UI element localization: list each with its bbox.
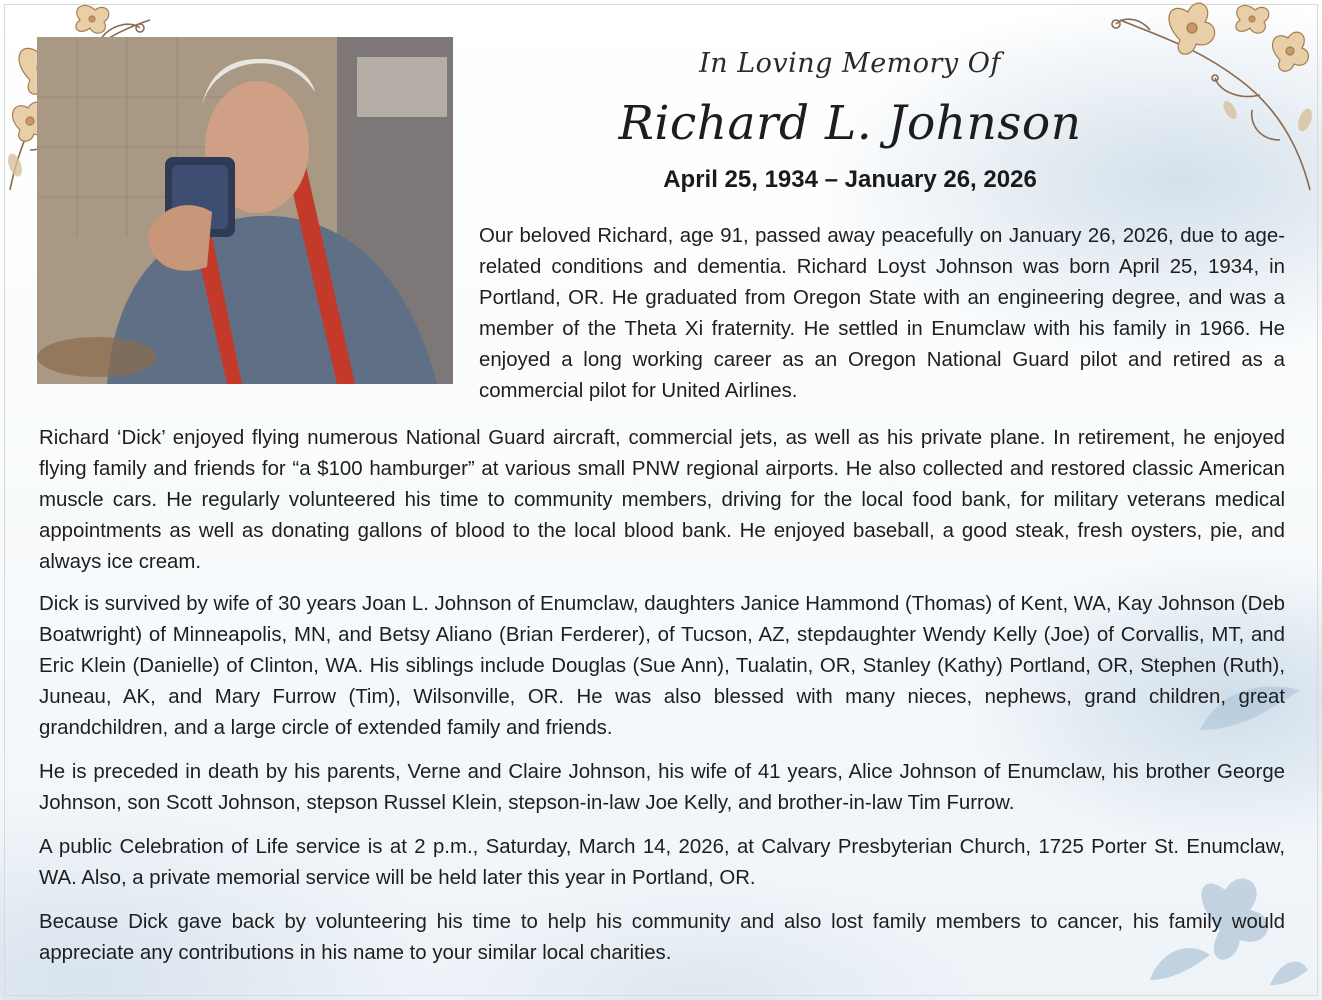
obituary-paragraph-3: Dick is survived by wife of 30 years Joan L. Johnson of Enumclaw, daughters Janice Hammond (Thomas) of Kent, WA, Kay Johnson (Deb Boatwright) of Minneapolis, MN, and Betsy Aliano (Brian Ferderer), of Tucson, AZ, stepdaughter Wendy Kelly (Joe) of Corvallis, MT, and Eric Klein (Danielle) of Clinton, WA. His siblings include Douglas (Sue Ann), Tualatin, OR, Stanley (Kathy) Portland, OR, Stephen (Ruth), Juneau, AK, and Mary Furrow (Tim), Wilsonville, OR. He was also blessed with many nieces, nephews, grand children, great grandchildren, and a large circle of extended family and friends. <box>39 593 1285 739</box>
obituary-paragraph-1: Our beloved Richard, age 91, passed away peacefully on January 26, 2026, due to age-related conditions and dementia. Richard Loyst Johnson was born April 25, 1934, in Portland, OR. He graduated from Oregon State with an engineering degree, and was a member of the Theta Xi fraternity. He settled in Enumclaw with his family in 1966. He enjoyed a long working career as an Oregon National Guard pilot and retired as a commercial pilot for United Airlines. <box>479 225 1285 402</box>
obituary-paragraph-4: He is preceded in death by his parents, Verne and Claire Johnson, his wife of 41 years, Alice Johnson of Enumclaw, his brother George Johnson, son Scott Johnson, stepson Russel Klein, stepson-in-law Joe Kelly, and brother-in-law Tim Furrow. <box>39 761 1285 814</box>
in-loving-memory-heading: In Loving Memory Of <box>699 48 1001 79</box>
life-dates: April 25, 1934 – January 26, 2026 <box>663 166 1037 193</box>
portrait-photo-icon <box>37 37 453 384</box>
deceased-name: Richard L. Johnson <box>618 96 1082 151</box>
obituary-paragraph-2: Richard ‘Dick’ enjoyed flying numerous National Guard aircraft, commercial jets, as well as his private plane. In retirement, he enjoyed flying family and friends for “a $100 hamburger” at various small PNW regional airports. He also collected and restored classic American muscle cars. He regularly volunteered his time to community members, driving for the local food bank, for military veterans medical appointments as well as donating gallons of blood to the local blood bank. He enjoyed baseball, a good steak, fresh oysters, pie, and always ice cream. <box>39 427 1285 573</box>
obituary-paragraph-6: Because Dick gave back by volunteering his time to help his community and also lost family members to cancer, his family would appreciate any contributions in his name to your similar local charities. <box>39 911 1285 964</box>
obituary-paragraph-5: A public Celebration of Life service is at 2 p.m., Saturday, March 14, 2026, at Calvary Presbyterian Church, 1725 Porter St. Enumclaw, WA. Also, a private memorial service will be held later this year in Portland, OR. <box>39 836 1285 889</box>
portrait-photo <box>37 37 453 384</box>
